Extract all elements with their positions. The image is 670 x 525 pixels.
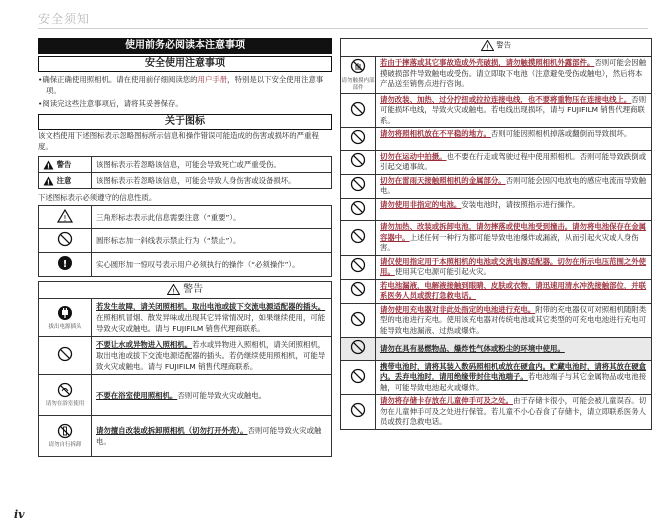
warning-bold: 请勿使用充电器对非此处指定的电池进行充电。 [380, 304, 536, 314]
svg-text:!: ! [46, 178, 51, 186]
bullet-item [38, 98, 332, 109]
warning-bold: 请勿改装、加热、过分拧扭或拉拉连接电线，也不要将重物压在连接电线上。 [380, 94, 632, 104]
warning-text [92, 375, 332, 416]
prohibited-icon [350, 281, 366, 297]
warning-detail: 否则可能会因闪电放电的感应电流而导致触电。 [380, 175, 647, 195]
warning-icon-label: 拔出电源插头 [48, 323, 82, 330]
warning-text [376, 255, 652, 279]
warning-icon-label: 请勿自行拆卸 [48, 442, 82, 448]
caution-description: 该图标表示若忽略该信息，可能会导致人身伤害或设备损坏。 [92, 173, 332, 189]
warning-row [341, 255, 652, 279]
warning-icon-cell [341, 93, 376, 128]
warning-triangle-icon [43, 160, 54, 170]
warning-detail: 否则可能会因触摸破损部件导致触电或受伤。请立即取下电池（注意避免受伤或触电），然后将本产品送至销售点进行咨询。 [380, 58, 647, 88]
warning-row [341, 395, 652, 430]
icons-intro: 该文档使用下述图标表示忽略图标所示信息和操作错误可能造成的伤害或损坏的严重程度。 [38, 131, 319, 151]
safety-subtitle: 安全使用注意事项 [38, 56, 332, 72]
warning-icon-cell [341, 174, 376, 198]
symbol-row [39, 206, 332, 229]
header-rule [38, 28, 648, 29]
symbols-table [38, 205, 332, 277]
warning-icon-cell [341, 338, 376, 361]
symbol-row [39, 253, 332, 277]
warning-icon-cell [341, 57, 376, 94]
warning-bold: 若由于摔落或其它事故造成外壳破损，请勿触摸照相机外露部件。 [380, 58, 595, 67]
prohibited-icon [57, 231, 73, 247]
severity-table [38, 156, 332, 189]
no-disassemble-icon [57, 423, 73, 439]
svg-text:!: ! [46, 162, 51, 170]
warning-icon-cell [39, 375, 92, 416]
symbol-row [39, 229, 332, 253]
warning-row [39, 416, 332, 457]
warning-icon-label: 请勿触摸内部部件 [341, 77, 375, 91]
warning-icon-cell [341, 128, 376, 151]
warning-triangle-icon [481, 40, 494, 51]
left-warning-table [38, 298, 332, 457]
warning-row [39, 299, 332, 337]
warning-text [92, 299, 332, 337]
no-touch-icon [350, 58, 366, 74]
warning-bold: 切勿在运动中拍摄。 [380, 151, 447, 161]
svg-text:!: ! [486, 43, 489, 51]
warning-text [376, 279, 652, 303]
warning-bold: 请勿擅自改装或拆卸照相机（切勿打开外壳）。 [96, 426, 248, 435]
warning-triangle-icon [167, 284, 180, 295]
prohibited-icon [350, 257, 366, 273]
warning-text [376, 360, 652, 395]
warning-text [376, 338, 652, 361]
bullet-text: 确保正确使用照相机。请在使用前仔细阅读您的 [42, 75, 198, 84]
severity-row [39, 157, 332, 173]
warning-row [341, 150, 652, 174]
warning-text [376, 198, 652, 221]
warning-icon-cell [39, 337, 92, 375]
warning-detail: 安装电池时，请按照指示进行操作。 [461, 199, 580, 209]
warning-text [376, 221, 652, 256]
prohibited-icon [350, 200, 366, 216]
warning-icon-cell [341, 279, 376, 303]
warning-text [376, 303, 652, 338]
warning-detail: 否则可能因照相机掉落或翻倒而导致损坏。 [490, 129, 632, 138]
symbol-text: 圆形标志加一斜线表示禁止行为（“禁止”）。 [92, 229, 332, 253]
warning-text [376, 395, 652, 430]
warning-detail: 附带的充电器仅可对照相机随附类型的电池进行充电。使用该充电器对传统电池或其它类型的可充电电池进行充电可能导致电池漏液、过热或爆炸。 [380, 304, 647, 335]
warning-icon-cell [341, 198, 376, 221]
warning-row [341, 279, 652, 303]
warning-detail: 否则可能导致火灾或触电。 [96, 426, 322, 446]
svg-text:!: ! [172, 287, 175, 295]
warning-row [341, 360, 652, 395]
warning-icon-cell [39, 416, 92, 457]
bullet-marker: • [38, 75, 43, 84]
warning-icon-cell [341, 255, 376, 279]
icons-heading: 关于图标 [38, 114, 332, 130]
warning-detail: 在照相机冒烟、散发异味或出现其它异常情况时，如果继续使用，可能导致火灾或触电。请与 FUJIFILM 销售代理商联系。 [96, 313, 326, 333]
warning-detail: 若电池端子与其它金属物品或电池接触，可能导致电池起火或爆炸。 [380, 372, 647, 392]
warning-detail: 上述任何一种行为都可能导致电池爆炸或漏液，从而引起火灾或人身伤害。 [380, 232, 639, 252]
warning-bold: 请勿将照相机放在不平稳的地方。 [380, 129, 491, 138]
warning-icon-cell [341, 150, 376, 174]
page-number: iv [14, 508, 25, 521]
warning-text [92, 416, 332, 457]
warning-detail: 若水或异物进入照相机，请关闭照相机，取出电池或拔下交流电源适配器的插头。若仍继续使用照相机，可能导致火灾或触电。请与 FUJIFILM 销售代理商联系。 [96, 340, 326, 371]
warning-header-label: 警告 [496, 40, 512, 50]
warning-bold: 请勿使用非指定的电池。 [380, 199, 462, 209]
warning-description: 该图标表示若忽略该信息，可能会导致死亡或严重受伤。 [92, 157, 332, 173]
warning-bold: 请勿加热、改装或拆卸电池，请勿摔落或使电池受到撞击。请勿将电池保存在金属容器中。 [380, 222, 647, 242]
warning-bold: 不要在浴室使用照相机。 [96, 390, 178, 400]
warning-bold: 不要让水或异物进入照相机。 [96, 340, 193, 349]
manual-reference: 用户手册 [197, 75, 228, 84]
prohibited-icon [350, 368, 366, 384]
unplug-icon [57, 305, 73, 321]
warning-row [39, 337, 332, 375]
caution-triangle-icon [43, 176, 54, 186]
warning-detail: 由于存储卡很小，可能会被儿童误吞。切勿在儿童伸手可及之处进行保管。若儿童不小心吞食了存储卡，请立即联系医务人员或拨打急救电话。 [380, 396, 647, 426]
warning-row [341, 198, 652, 221]
symbol-icon-cell [39, 206, 92, 229]
bullet-text: 阅读完这些注意事项后，请将其妥善保存。 [42, 99, 183, 108]
severity-row [39, 173, 332, 189]
svg-text:!: ! [63, 213, 67, 223]
right-warning-table [340, 38, 652, 430]
prohibited-icon [350, 339, 366, 355]
no-bathroom-icon [57, 382, 73, 398]
warning-bold: 若发生故障，请关闭照相机，取出电池或拔下交流电源适配器的插头。 [96, 302, 326, 311]
warning-row [341, 93, 652, 128]
prohibited-icon [350, 311, 366, 327]
warning-text [376, 128, 652, 151]
prohibited-icon [57, 346, 73, 362]
warning-text [376, 93, 652, 128]
warning-icon-cell [341, 303, 376, 338]
warning-bold: 请勿在具有易燃物品、爆炸性气体或粉尘的环境中使用。 [380, 343, 565, 353]
left-column [38, 38, 332, 457]
warning-tag [39, 157, 92, 173]
warning-row [341, 338, 652, 361]
warning-bold: 请勿将存储卡存放在儿童伸手可及之处。 [380, 396, 514, 405]
warning-header-row [341, 39, 652, 57]
warning-detail: 也不要在行走或驾驶过程中使用照相机。否则可能导致跌倒或引起交通事故。 [380, 151, 647, 171]
symbol-icon-cell [39, 253, 92, 277]
warning-header [38, 281, 332, 298]
symbol-text: 实心圆形加一惊叹号表示用户必须执行的操作（“必须操作”）。 [92, 253, 332, 277]
bullet-text-end: ，特别是以下安全使用注意事项。 [46, 75, 324, 95]
warning-text [92, 337, 332, 375]
warning-row [341, 128, 652, 151]
warning-bold: 若电池漏液，电解液接触到眼睛、皮肤或衣物，请迅速用清水冲洗接触部位，并联系医务人员或拨打急救电话。 [380, 280, 647, 300]
warning-icon-label: 请勿在浴室使用 [45, 401, 85, 407]
symbol-text: 三角形标志表示此信息需要注意（“重要”）。 [92, 206, 332, 229]
warning-detail: 否则可能导致火灾或触电。 [177, 390, 267, 400]
prohibited-icon [350, 176, 366, 192]
warning-bold: 请仅使用指定用于本照相机的电池或交流电源适配器。切勿在所示电压范围之外使用。 [380, 256, 647, 276]
warning-icon-cell [341, 395, 376, 430]
mandatory-icon [57, 255, 73, 271]
prohibited-icon [350, 228, 366, 244]
symbols-intro: 下述图标表示必须遵守的信息性质。 [38, 193, 157, 202]
prohibited-icon [350, 101, 366, 117]
warning-header [341, 39, 652, 57]
prohibited-icon [350, 152, 366, 168]
bullet-marker: • [38, 99, 43, 108]
bullet-item [38, 74, 332, 96]
warning-row [341, 303, 652, 338]
warning-icon-cell [341, 360, 376, 395]
warning-detail: 使用其它电源可能引起火灾。 [394, 267, 491, 276]
warning-bold: 切勿在雷雨天接触照相机的金属部分。 [380, 175, 506, 185]
warning-row [341, 221, 652, 256]
prohibited-icon [350, 402, 366, 418]
svg-text:!: ! [62, 259, 68, 270]
warning-bold: 携带电池时，请将其装入数码照相机或放在硬盒内。贮藏电池时，请将其放在硬盒内。丢弃电池时，请用绝缘带封住电池端子。 [380, 361, 647, 381]
warning-icon-cell [39, 299, 92, 337]
warning-row [341, 174, 652, 198]
caution-tag-label: 注意 [56, 176, 72, 185]
warning-row [341, 57, 652, 94]
warning-row [39, 375, 332, 416]
banner-title: 使用前务必阅读本注意事项 [38, 38, 332, 54]
warning-tag-label: 警告 [56, 160, 72, 169]
warning-text [376, 57, 652, 94]
section-header: 安全须知 [38, 12, 91, 26]
symbol-icon-cell [39, 229, 92, 253]
warning-text [376, 174, 652, 198]
warning-text [376, 150, 652, 174]
triangle-icon [57, 209, 73, 223]
warning-header-label: 警告 [183, 284, 204, 295]
prohibited-icon [350, 129, 366, 145]
warning-icon-cell [341, 221, 376, 256]
caution-tag [39, 173, 92, 189]
warning-detail: 否则可能损坏电线，导致火灾或触电。若电线出现损坏，请与 FUJIFILM 销售代理商联系。 [380, 94, 647, 125]
right-column [340, 38, 652, 430]
